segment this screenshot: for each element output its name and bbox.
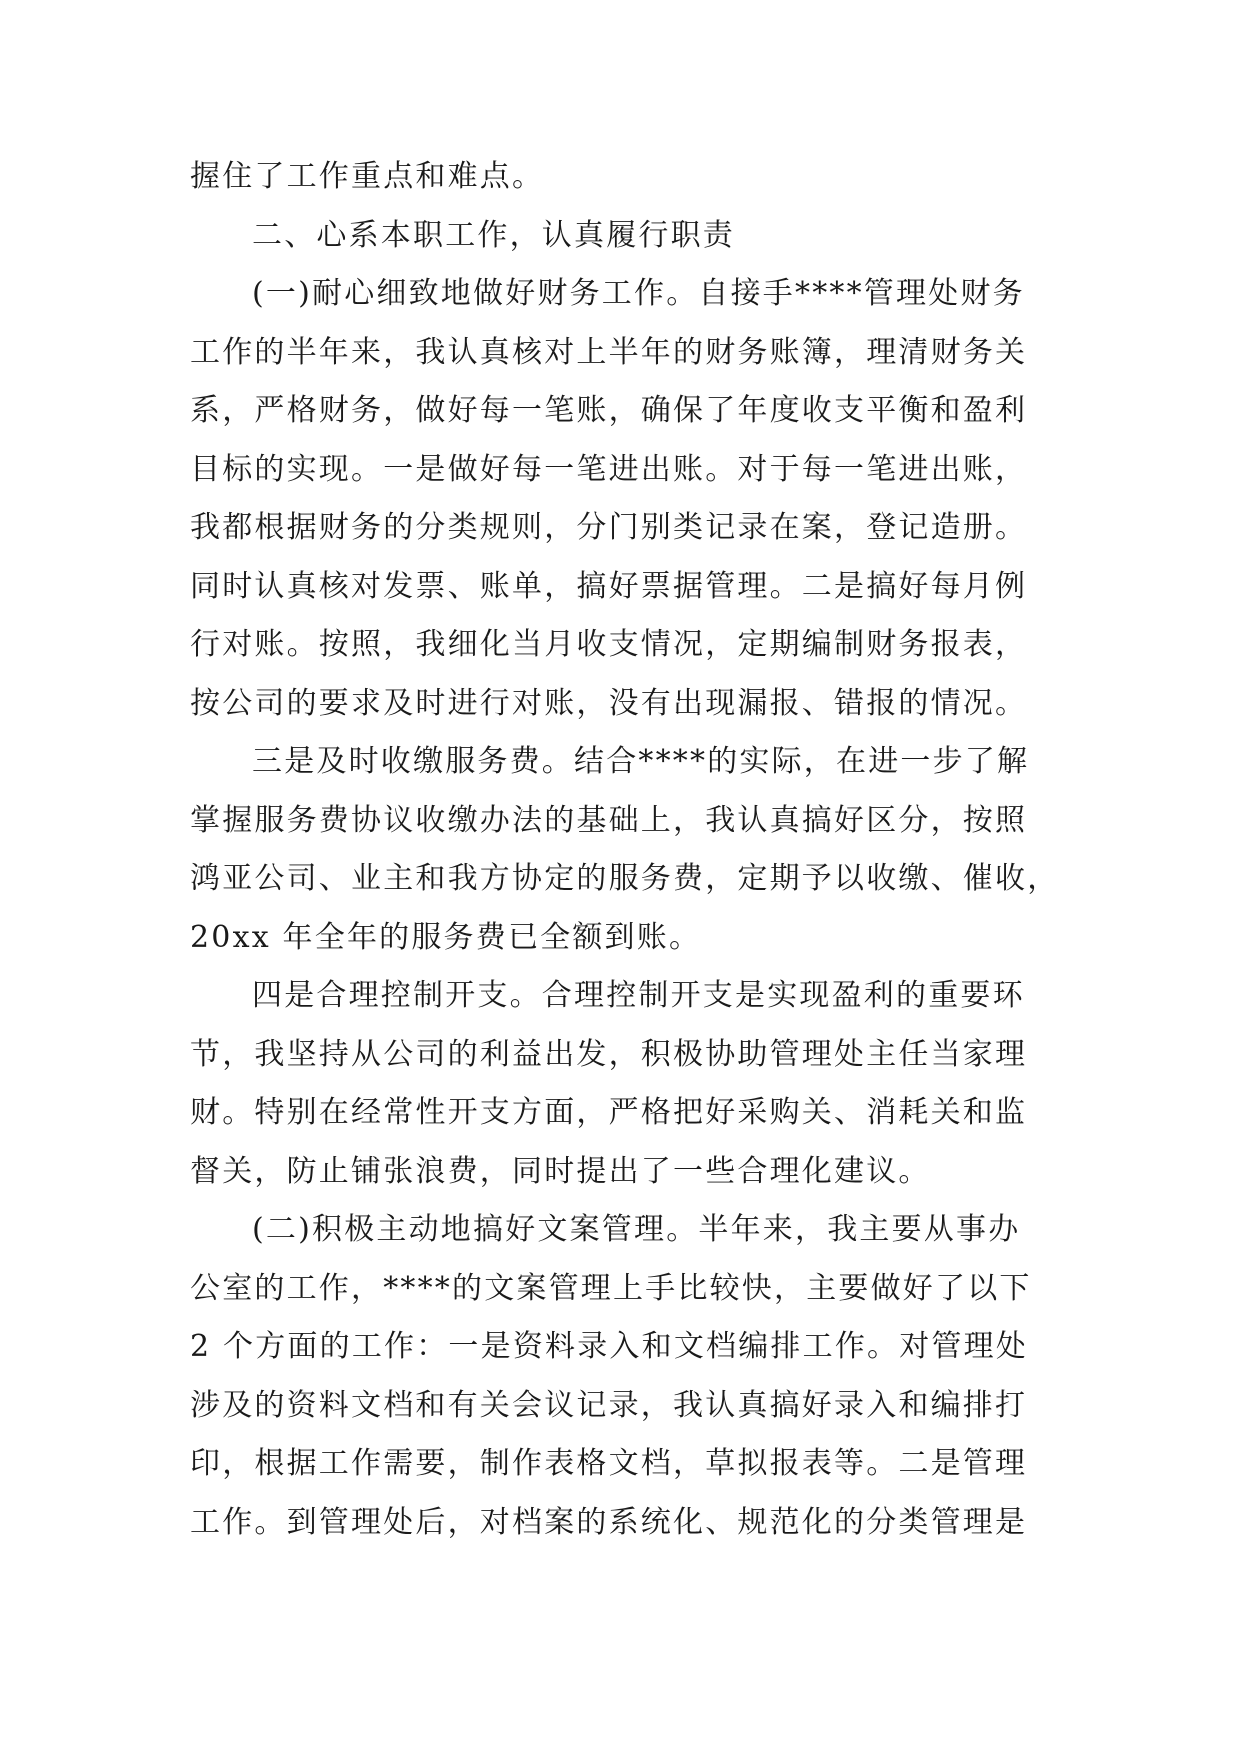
text-line: 涉及的资料文档和有关会议记录，我认真搞好录入和编排打 xyxy=(190,1387,1028,1423)
text-line: 目标的实现。一是做好每一笔进出账。对于每一笔进出账， xyxy=(190,451,1028,487)
text-line: (二)积极主动地搞好文案管理。半年来，我主要从事办 xyxy=(252,1212,1021,1247)
text-line: 财。特别在经常性开支方面，严格把好采购关、消耗关和监 xyxy=(190,1095,1028,1130)
text-line: 三是及时收缴服务费。结合****的实际，在进一步了解 xyxy=(252,744,1030,779)
text-line: 督关，防止铺张浪费，同时提出了一些合理化建议。 xyxy=(190,1153,931,1189)
text-line: 印，根据工作需要，制作表格文档，草拟报表等。二是管理 xyxy=(190,1446,1028,1481)
text-line: 掌握服务费协议收缴办法的基础上，我认真搞好区分，按照 xyxy=(190,802,1028,838)
text-line: 工作。到管理处后，对档案的系统化、规范化的分类管理是 xyxy=(190,1504,1028,1540)
text-line: 同时认真核对发票、账单，搞好票据管理。二是搞好每月例 xyxy=(190,568,1028,604)
text-line: (一)耐心细致地做好财务工作。自接手****管理处财务 xyxy=(252,276,1025,311)
text-line: 节，我坚持从公司的利益出发，积极协助管理处主任当家理 xyxy=(190,1036,1028,1072)
text-line: 四是合理控制开支。合理控制开支是实现盈利的重要环 xyxy=(252,978,1025,1013)
text-line: 20xx 年全年的服务费已全额到账。 xyxy=(190,919,702,955)
text-line: 握住了工作重点和难点。 xyxy=(190,159,545,194)
text-line: 工作的半年来，我认真核对上半年的财务账簿，理清财务关 xyxy=(190,334,1028,370)
text-line: 鸿亚公司、业主和我方协定的服务费，定期予以收缴、催收， xyxy=(190,861,1060,896)
text-line: 我都根据财务的分类规则，分门别类记录在案，登记造册。 xyxy=(190,510,1028,545)
text-line: 系，严格财务，做好每一笔账，确保了年度收支平衡和盈利 xyxy=(190,393,1028,428)
body-text xyxy=(190,148,1070,1552)
section-heading: 二、心系本职工作，认真履行职责 xyxy=(252,217,735,253)
text-line: 行对账。按照，我细化当月收支情况，定期编制财务报表， xyxy=(190,627,1028,662)
text-line: 2 个方面的工作：一是资料录入和文档编排工作。对管理处 xyxy=(190,1329,1029,1364)
text-line: 按公司的要求及时进行对账，没有出现漏报、错报的情况。 xyxy=(190,685,1028,721)
text-line: 公室的工作，****的文案管理上手比较快，主要做好了以下 xyxy=(190,1270,1032,1306)
